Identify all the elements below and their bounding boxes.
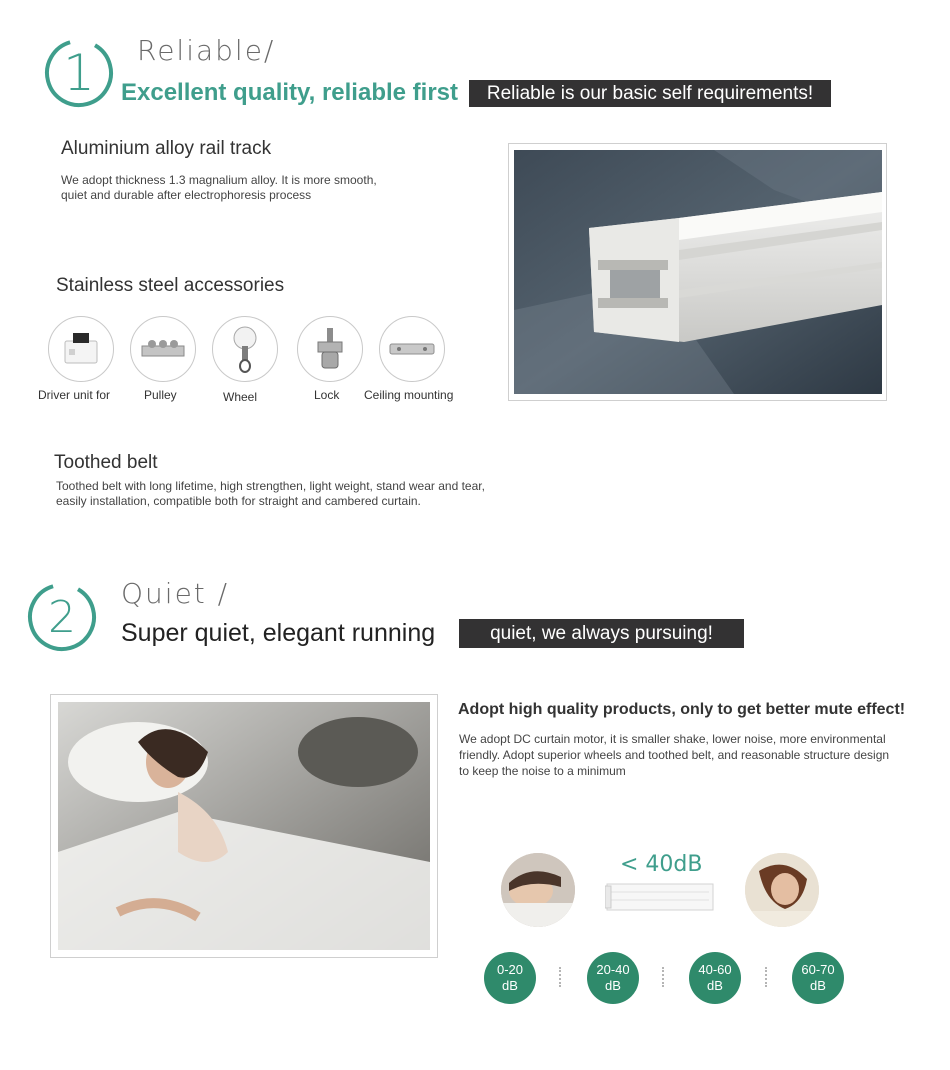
db-range: 0-20 xyxy=(496,962,524,977)
rail-track-photo xyxy=(508,143,887,401)
section-badge: Reliable is our basic self requirements! xyxy=(469,80,831,107)
sleeping-face-image xyxy=(501,853,575,927)
section-number-digit: 1 xyxy=(63,44,95,102)
db-separator xyxy=(559,967,563,987)
feature-title: Stainless steel accessories xyxy=(56,275,285,296)
db-level-badge xyxy=(792,952,844,1004)
accessory-label: Lock xyxy=(314,388,340,402)
accessory-circle xyxy=(297,316,363,382)
feature-text-line: easily installation, compatible both for straight and cambered curtain. xyxy=(56,494,421,508)
db-unit: dB xyxy=(605,978,621,993)
db-unit: dB xyxy=(707,978,723,993)
bedroom-image xyxy=(58,702,430,950)
section-number-1 xyxy=(44,38,114,108)
section-kicker: Quiet / xyxy=(121,577,230,610)
db-range: 40-60 xyxy=(698,962,732,977)
sleeping-woman-photo xyxy=(50,694,438,958)
section-headline: Super quiet, elegant running xyxy=(121,619,436,647)
section-kicker: Reliable/ xyxy=(137,34,276,67)
lock-icon xyxy=(310,326,350,372)
db-separator xyxy=(765,967,769,987)
accessory-label: Pulley xyxy=(144,388,177,402)
accessory-label: Ceiling mounting xyxy=(364,388,454,402)
section-number-digit: 2 xyxy=(48,591,76,643)
ceiling-mount-icon xyxy=(387,339,437,359)
db-range: 60-70 xyxy=(801,962,835,977)
mute-text-line: to keep the noise to a minimum xyxy=(459,764,626,778)
db-unit: dB xyxy=(502,978,518,993)
accessory-circle xyxy=(130,316,196,382)
sleeping-face-circle xyxy=(501,853,575,927)
accessory-circle xyxy=(212,316,278,382)
feature-title: Aluminium alloy rail track xyxy=(61,138,272,159)
feature-text-line: quiet and durable after electrophoresis process xyxy=(61,188,312,202)
feature-title: Toothed belt xyxy=(54,452,158,473)
stressed-face-circle xyxy=(745,853,819,927)
mute-title: Adopt high quality products, only to get better mute effect! xyxy=(458,701,906,718)
wheel-icon xyxy=(230,324,260,374)
db-level-badge xyxy=(587,952,639,1004)
section-headline: Excellent quality, reliable first xyxy=(121,79,459,106)
section-badge: quiet, we always pursuing! xyxy=(459,619,744,648)
db-unit: dB xyxy=(810,978,826,993)
noise-label: < 40dB xyxy=(620,852,703,877)
mute-text-line: friendly. Adopt superior wheels and toothed belt, and reasonable structure design xyxy=(459,748,890,762)
feature-text-line: Toothed belt with long lifetime, high strengthen, light weight, stand wear and tear, xyxy=(56,479,485,493)
section-number-2 xyxy=(27,582,97,652)
pulley-icon xyxy=(138,332,188,366)
db-separator xyxy=(662,967,666,987)
mute-text-line: We adopt DC curtain motor, it is smaller shake, lower noise, more environmental xyxy=(459,732,886,746)
feature-text-line: We adopt thickness 1.3 magnalium alloy. It is more smooth, xyxy=(61,173,377,187)
accessory-circle xyxy=(379,316,445,382)
curtain-motor-icon xyxy=(605,880,715,914)
accessory-label: Driver unit for xyxy=(38,388,111,402)
db-level-badge xyxy=(484,952,536,1004)
rail-profile-image xyxy=(514,150,882,394)
accessory-circle xyxy=(48,316,114,382)
accessory-label: Wheel xyxy=(223,390,258,404)
db-level-badge xyxy=(689,952,741,1004)
db-range: 20-40 xyxy=(596,962,630,977)
driver-unit-icon xyxy=(59,329,103,369)
stressed-face-image xyxy=(745,853,819,927)
